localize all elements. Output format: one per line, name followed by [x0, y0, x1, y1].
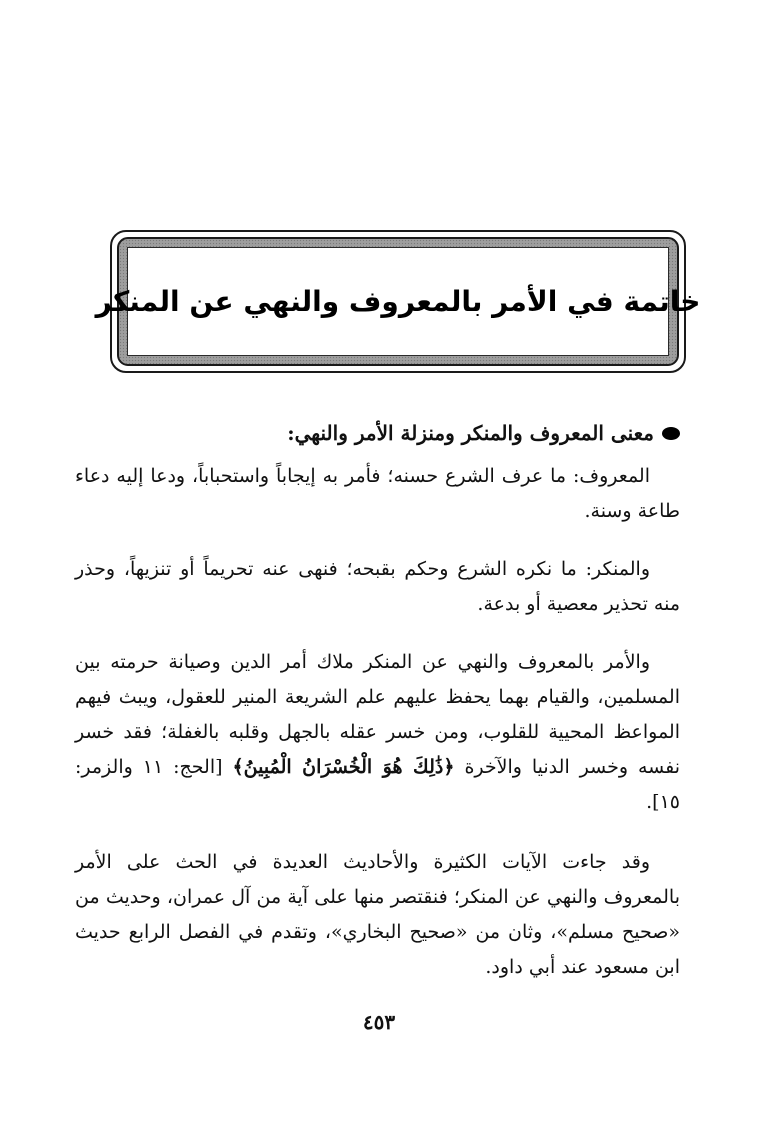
paragraph-importance-text: والأمر بالمعروف والنهي عن المنكر ملاك أمر الدين وصيانة حرمته بين المسلمين، والقيام بهما يحفظ عليهم علم الشريعة المنير للعقول، ويبث فيهم المواعظ المحيية للقلوب، ومن خسر عقله بالجهل وقلبه بالغفلة؛ فقد خسر نفسه وخسر الدنيا والآخرة: [75, 651, 681, 778]
quran-verse: ﴿ذَٰلِكَ هُوَ الْخُسْرَانُ الْمُبِينُ﴾: [232, 756, 455, 778]
bullet-icon: [662, 427, 680, 440]
section-heading-row: [75, 416, 680, 450]
paragraph-munkar: والمنكر: ما نكره الشرع وحكم بقبحه؛ فنهى عنه تحريماً أو تنزيهاً، وحذر منه تحذير معصية أو بدعة.: [75, 558, 680, 615]
section-heading: معنى المعروف والمنكر ومنزلة الأمر والنهي:: [287, 421, 654, 445]
title-box: [95, 247, 701, 356]
paragraph-evidence: وقد جاءت الآيات الكثيرة والأحاديث العديدة في الحث على الأمر بالمعروف والنهي عن المنكر؛ فنقتصر منها على آية من آل عمران، وحديث من «صحيح مسلم»، وثان من «صحيح البخاري»، وتقدم في الفصل الرابع حديث ابن مسعود عند أبي داود.: [75, 851, 680, 978]
title-frame-pattern: [95, 237, 701, 366]
paragraph-maruf: المعروف: ما عرف الشرع حسنه؛ فأمر به إيجاباً واستحباباً، ودعا إليه دعاء طاعة وسنة.: [75, 465, 680, 522]
page-number: ٤٥٣: [362, 1010, 396, 1034]
verse-reference: [الحج: ١١ والزمر: ١٥].: [75, 756, 680, 813]
chapter-title: خاتمة في الأمر بالمعروف والنهي عن المنكر: [95, 285, 701, 318]
paragraph-importance: [75, 645, 680, 820]
chapter-title-frame: [95, 230, 701, 373]
